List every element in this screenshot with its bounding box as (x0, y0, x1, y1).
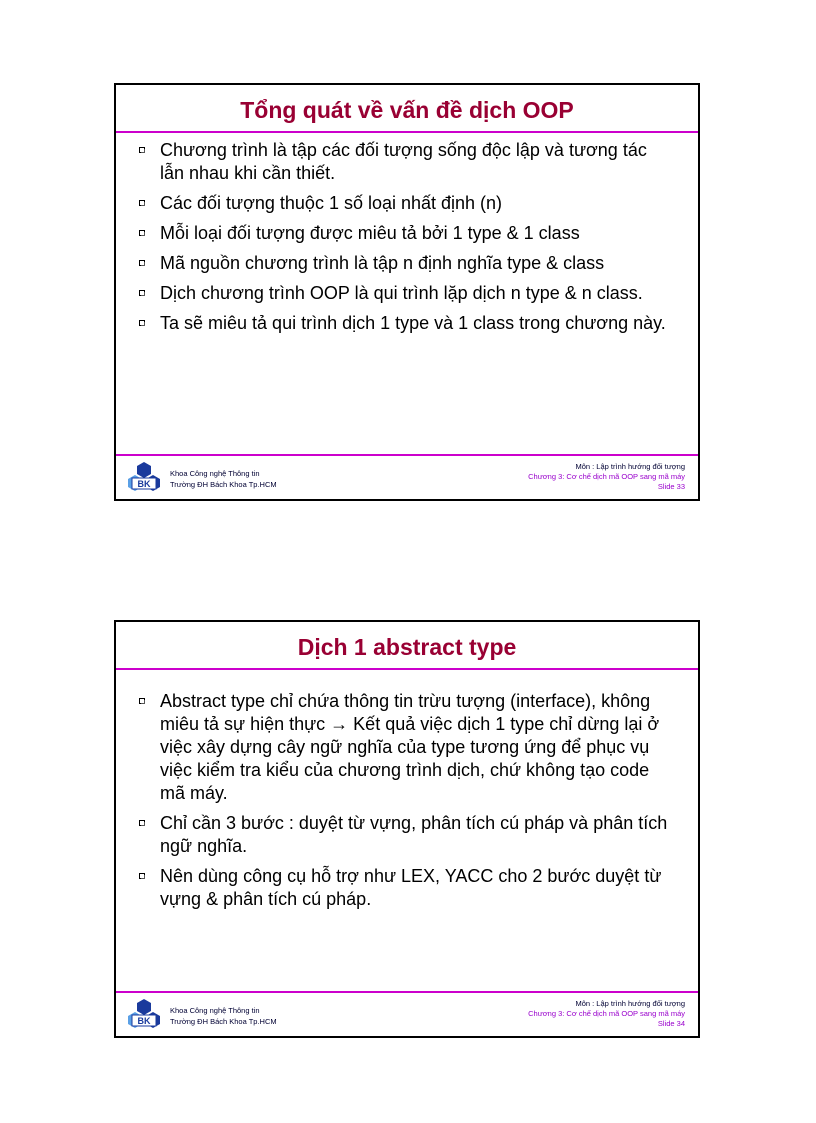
footer-divider (116, 991, 698, 993)
slide-title (116, 622, 698, 670)
square-bullet-icon (139, 820, 145, 826)
bullet-list (138, 139, 670, 342)
university-name: Trường ĐH Bách Khoa Tp.HCM (170, 1017, 277, 1026)
bk-logo-icon (126, 998, 162, 1032)
bullet-text: Dịch chương trình OOP là qui trình lặp dịch n type & n class. (160, 283, 643, 303)
svg-text:BK: BK (137, 1016, 151, 1026)
university-name: Trường ĐH Bách Khoa Tp.HCM (170, 480, 277, 489)
svg-text:BK: BK (137, 479, 151, 489)
slide-33 (114, 83, 700, 501)
footer-divider (116, 454, 698, 456)
square-bullet-icon (139, 873, 145, 879)
faculty-info (170, 468, 277, 490)
bullet-list (138, 690, 670, 918)
faculty-name: Khoa Công nghệ Thông tin (170, 1006, 260, 1015)
slide-title-text: Dịch 1 abstract type (297, 634, 517, 660)
bullet-item (138, 192, 670, 215)
bk-logo-icon (126, 461, 162, 495)
square-bullet-icon (139, 698, 145, 704)
bullet-text: Chương trình là tập các đối tượng sống độc lập và tương tác lẫn nhau khi cần thiết. (160, 140, 647, 183)
slide-title (116, 85, 698, 133)
bullet-item (138, 312, 670, 335)
bullet-text: Các đối tượng thuộc 1 số loại nhất định (n) (160, 193, 503, 213)
bullet-text: Mã nguồn chương trình là tập n định nghĩa type & class (160, 253, 605, 273)
square-bullet-icon (139, 320, 145, 326)
square-bullet-icon (139, 200, 145, 206)
square-bullet-icon (139, 260, 145, 266)
bullet-text: Ta sẽ miêu tả qui trình dịch 1 type và 1 class trong chương này. (160, 313, 666, 333)
bullet-item (138, 865, 670, 911)
bullet-text: Nên dùng công cụ hỗ trợ như LEX, YACC cho 2 bước duyệt từ vựng & phân tích cú pháp. (160, 866, 662, 909)
square-bullet-icon (139, 290, 145, 296)
slide-34 (114, 620, 700, 1038)
course-info (528, 462, 685, 492)
square-bullet-icon (139, 147, 145, 153)
bullet-item (138, 139, 670, 185)
bullet-text: Mỗi loại đối tượng được miêu tả bởi 1 type & 1 class (160, 223, 580, 243)
bullet-text: Chỉ cần 3 bước : duyệt từ vựng, phân tích cú pháp và phân tích ngữ nghĩa. (160, 813, 668, 856)
bullet-item (138, 812, 670, 858)
course-info (528, 999, 685, 1029)
square-bullet-icon (139, 230, 145, 236)
course-subject: Môn : Lập trình hướng đối tượng (575, 462, 685, 471)
course-chapter: Chương 3: Cơ chế dịch mã OOP sang mã máy (528, 1009, 685, 1018)
slide-title-text: Tổng quát về vấn đề dịch OOP (240, 97, 574, 123)
bullet-item (138, 252, 670, 275)
bullet-item (138, 690, 670, 805)
faculty-name: Khoa Công nghệ Thông tin (170, 469, 260, 478)
course-subject: Môn : Lập trình hướng đối tượng (575, 999, 685, 1008)
bullet-text: Abstract type chỉ chứa thông tin trừu tượng (interface), không miêu tả sự hiện thực → Kết quả việc dịch 1 type chỉ dừng lại ở việc xây dựng cây ngữ nghĩa của type tương ứng để phục vụ việc kiểm tra kiểu của chương trình dịch, chứ không tạo code mã máy. (160, 691, 660, 803)
course-chapter: Chương 3: Cơ chế dịch mã OOP sang mã máy (528, 472, 685, 481)
bullet-item (138, 222, 670, 245)
slide-number: Slide 34 (657, 1019, 685, 1028)
bullet-item (138, 282, 670, 305)
slide-number: Slide 33 (657, 482, 685, 491)
faculty-info (170, 1005, 277, 1027)
